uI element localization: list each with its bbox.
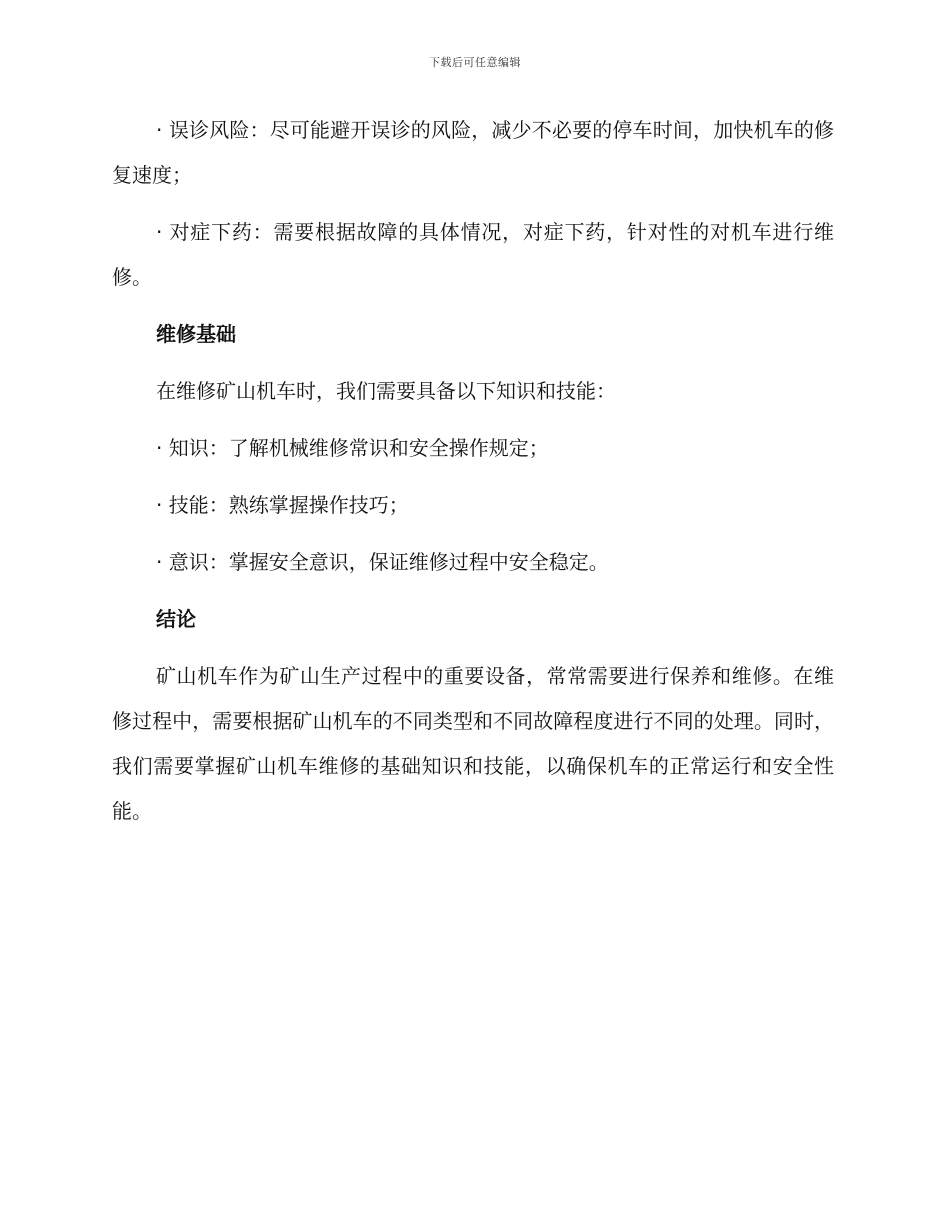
paragraph-conclusion: 矿山机车作为矿山生产过程中的重要设备，常常需要进行保养和维修。在维修过程中，需要根据矿山机车的不同类型和不同故障程度进行不同的处理。同时，我们需要掌握矿山机车维修的基础知识和技能，以确保机车的正常运行和安全性能。: [112, 664, 834, 823]
header-note: 下载后可任意编辑: [429, 56, 521, 69]
paragraph-intro-skills: 在维修矿山机车时，我们需要具备以下知识和技能：: [156, 379, 616, 403]
paragraph-targeted-treatment: · 对症下药：需要根据故障的具体情况，对症下药，针对性的对机车进行维修。: [112, 220, 834, 289]
list-item-knowledge: · 知识：了解机械维修常识和安全操作规定；: [156, 436, 549, 460]
list-item-awareness: · 意识：掌握安全意识，保证维修过程中安全稳定。: [156, 550, 609, 574]
section-heading-conclusion: 结论: [156, 607, 196, 631]
list-item-skills: · 技能：熟练掌握操作技巧；: [156, 493, 409, 517]
paragraph-misdiagnosis-risk: · 误诊风险：尽可能避开误诊的风险，减少不必要的停车时间，加快机车的修复速度；: [112, 118, 834, 187]
document-body: [112, 108, 834, 846]
section-heading-maintenance-basics: 维修基础: [156, 322, 236, 346]
